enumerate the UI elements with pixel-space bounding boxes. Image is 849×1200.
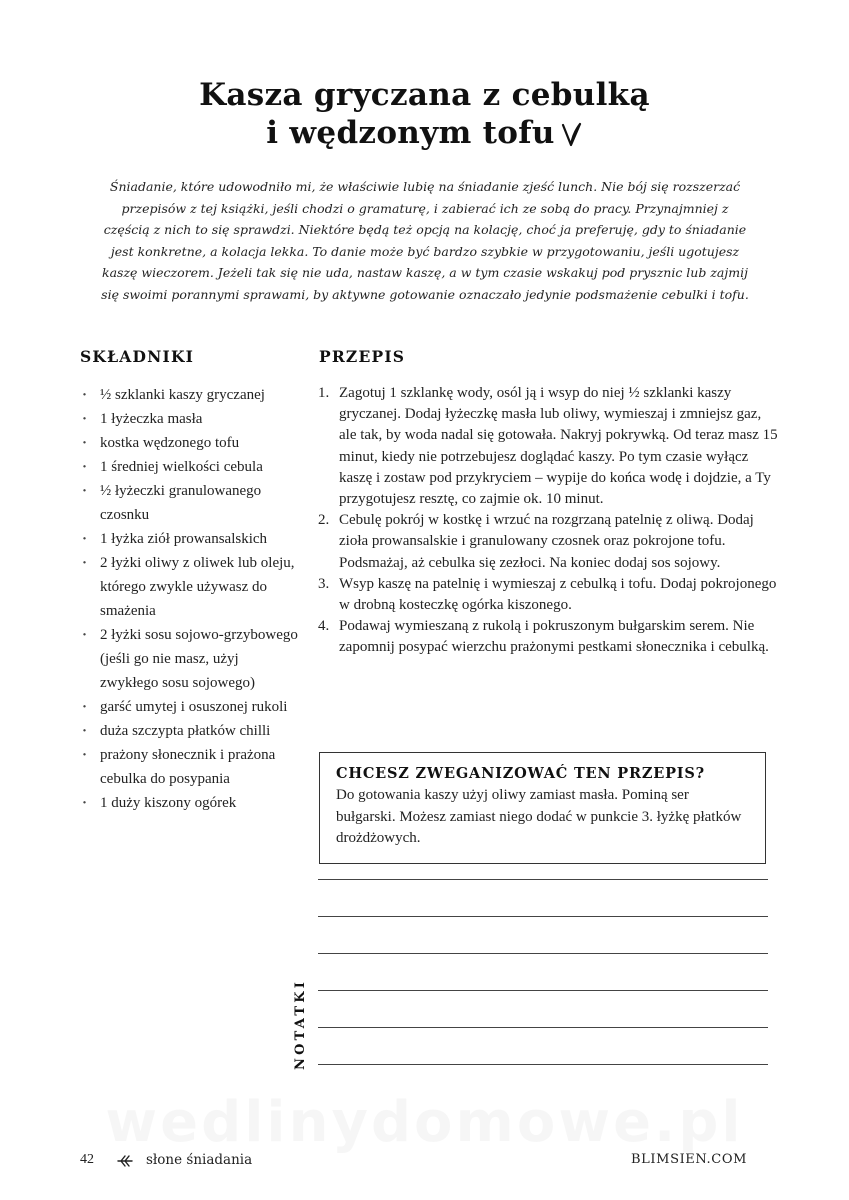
notes-line [318, 990, 768, 991]
list-item: · garść umytej i osuszonej rukoli [78, 695, 298, 719]
notes-label: NOTATKI [293, 979, 308, 1070]
vegan-leaf-icon [561, 121, 583, 149]
step-text: Podawaj wymieszaną z rukolą i pokruszonym bułgarskim serem. Nie zapomnij posypać wierzchu prażonymi pestkami słonecznika i cebulką. [339, 618, 769, 656]
ingredients-heading: SKŁADNIKI [80, 347, 195, 366]
title-line-2 [0, 114, 849, 152]
list-item: · ½ szklanki kaszy gryczanej [78, 383, 298, 407]
notes-line [318, 916, 768, 917]
notes-line [318, 953, 768, 954]
recipe-steps [318, 383, 778, 659]
vegan-tip-box [319, 752, 766, 864]
step-number: 4. [318, 618, 330, 635]
section-name: słone śniadania [146, 1152, 253, 1168]
list-item: · 1 łyżeczka masła [78, 407, 298, 431]
list-item: · 2 łyżki oliwy z oliwek lub oleju, którego zwykle używasz do smażenia [78, 551, 298, 623]
list-item: · kostka wędzonego tofu [78, 431, 298, 455]
watermark [0, 1090, 849, 1155]
vegan-tip-title: CHCESZ ZWEGANIZOWAĆ TEN PRZEPIS? [336, 765, 705, 782]
list-item: · ½ łyżeczki granulowanego czosnku [78, 479, 298, 527]
vegan-tip-text: Do gotowania kaszy użyj oliwy zamiast masła. Pominą ser bułgarski. Możesz zamiast niego dodać w punkcie 3. łyżkę płatków drożdżowych. [336, 787, 742, 846]
ingredients-list [78, 383, 298, 815]
recipe-step [318, 383, 778, 510]
step-text: Wsyp kaszę na patelnię i wymieszaj z cebulką i tofu. Dodaj pokrojonego w drobną kosteczkę ogórka kiszonego. [339, 575, 777, 614]
step-text: Cebulę pokrój w kostkę i wrzuć na rozgrzaną patelnię z oliwą. Dodaj zioła prowansalskie i granulowany czosnek oraz pokrojone tofu. Podsmażaj, aż cebulka się zezłoci. Na koniec dodaj sos sojowy. [339, 512, 754, 571]
step-number: 3. [318, 575, 330, 592]
list-item: · 1 duży kiszony ogórek [78, 791, 298, 815]
herb-icon [116, 1153, 134, 1169]
recipe-step [318, 510, 778, 574]
step-number: 2. [318, 512, 330, 529]
list-item: · duża szczypta płatków chilli [78, 719, 298, 743]
recipe-step [318, 616, 778, 658]
website-link[interactable]: BLIMSIEN.COM [631, 1152, 747, 1167]
step-text: Zagotuj 1 szklankę wody, osól ją i wsyp do niej ½ szklanki kaszy gryczanej. Dodaj łyżeczkę masła lub oliwy, wymieszaj i zmniejsz gaz, ale tak, by woda nadal się gotowała. Nakryj pokrywką. Od teraz masz 15 minut, kiedy nie potrzebujesz doglądać kaszy. Po tym czasie wyłącz kaszę i zostaw pod przykryciem – wypije do końca wodę i dojdzie, a Ty przygotujesz resztę, co zajmie ok. 10 minut. [339, 385, 778, 508]
notes-line [318, 1027, 768, 1028]
notes-line [318, 879, 768, 880]
list-item: · 1 średniej wielkości cebula [78, 455, 298, 479]
title-line-2-text: i wędzonym tofu [266, 115, 555, 151]
recipe-step [318, 574, 778, 616]
list-item: · 1 łyżka ziół prowansalskich [78, 527, 298, 551]
page-number: 42 [80, 1152, 94, 1167]
step-number: 1. [318, 385, 330, 401]
notes-line [318, 1064, 768, 1065]
recipe-heading: PRZEPIS [319, 347, 406, 366]
recipe-title [0, 76, 849, 152]
list-item: · 2 łyżki sosu sojowo-grzybowego (jeśli go nie masz, użyj zwykłego sosu sojowego) [78, 623, 298, 695]
list-item: · prażony słonecznik i prażona cebulka do posypania [78, 743, 298, 791]
title-line-1: Kasza gryczana z cebulką [199, 77, 650, 113]
intro-paragraph: Śniadanie, które udowodniło mi, że właściwie lubię na śniadanie zjeść lunch. Nie bój się rozszerzać przepisów z tej książki, jeśli chodzi o gramaturę, i zabierać ich ze sobą do pracy. Przynajmniej z częścią z nich to się sprawdzi. Niektóre będą też opcją na kolację, choć ja preferuję, gdy to śniadanie jest konkretne, a kolacja lekka. To danie może być bardzo szybkie w przygotowaniu, jeśli ugotujesz kaszę wieczorem. Jeżeli tak się nie uda, nastaw kaszę, a w tym czasie wskakuj pod prysznic lub zajmij się swoimi porannymi sprawami, by aktywne gotowanie oznaczało jedynie podsmażenie cebulki i tofu. [101, 179, 749, 302]
